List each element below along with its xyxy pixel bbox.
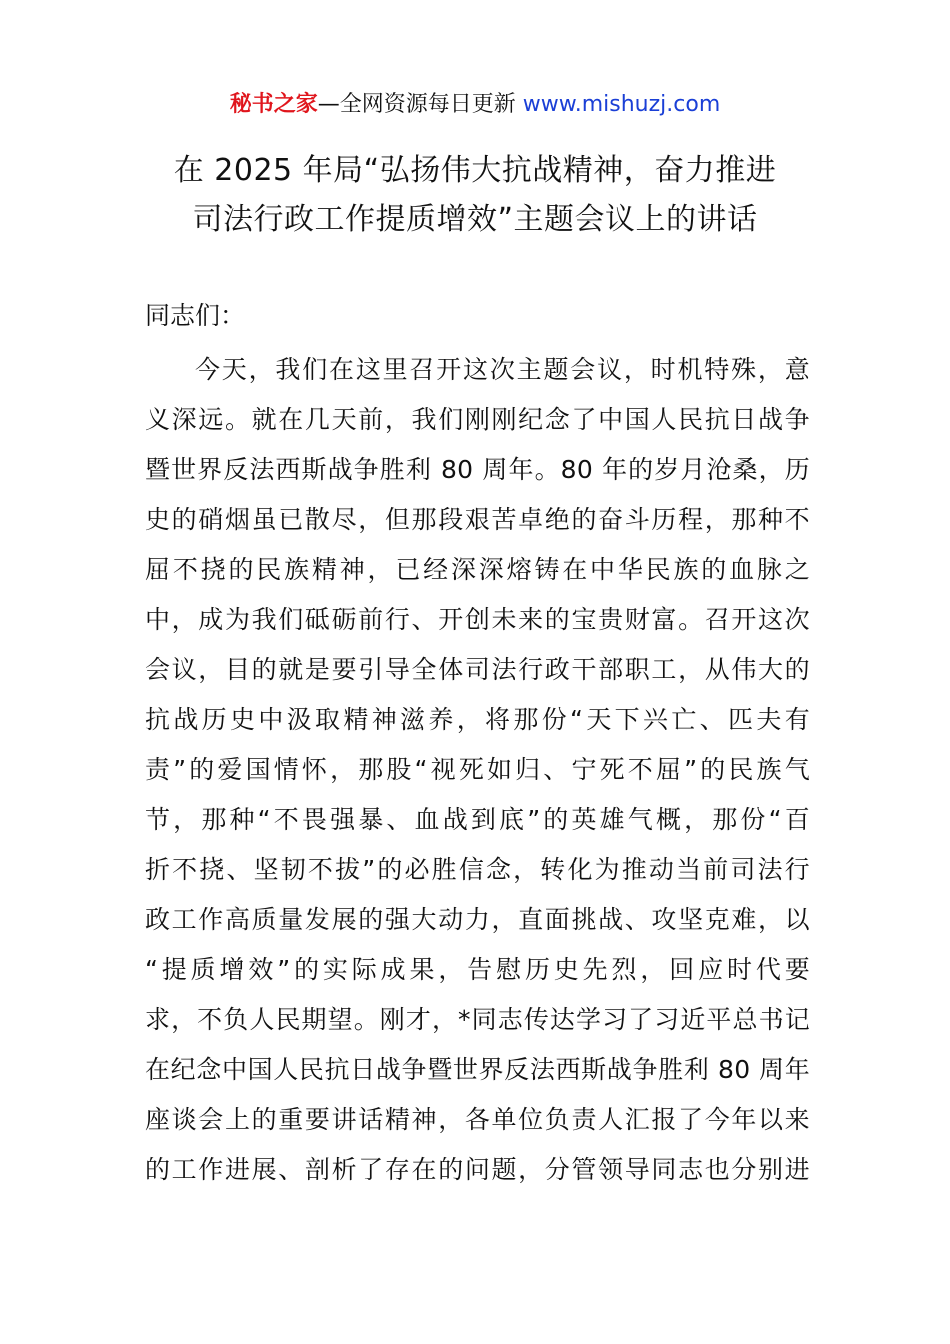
body-line: 史的硝烟虽已散尽，但那段艰苦卓绝的奋斗历程，那种不	[145, 505, 810, 534]
body-line: 在纪念中国人民抗日战争暨世界反法西斯战争胜利 80 周年	[145, 1055, 810, 1084]
body-line: 中，成为我们砥砺前行、开创未来的宝贵财富。召开这次	[145, 605, 810, 634]
body-line: 责”的爱国情怀，那股“视死如归、宁死不屈”的民族气	[145, 755, 810, 784]
header-tagline: —全网资源每日更新	[317, 92, 516, 117]
brand-name: 秘书之家	[229, 92, 318, 117]
title-line-1: 在 2025 年局“弘扬伟大抗战精神，奋力推进	[173, 153, 777, 188]
body-line: 政工作高质量发展的强大动力，直面挑战、攻坚克难，以	[145, 905, 810, 934]
body-line: 抗战历史中汲取精神滋养，将那份“天下兴亡、匹夫有	[145, 705, 810, 734]
speech-body	[145, 345, 810, 1195]
site-header	[0, 88, 950, 122]
body-line: 今天，我们在这里召开这次主题会议，时机特殊，意	[195, 355, 810, 384]
body-line: 折不挠、坚韧不拔”的必胜信念，转化为推动当前司法行	[145, 855, 810, 884]
body-line: 屈不挠的民族精神，已经深深熔铸在中华民族的血脉之	[145, 555, 810, 584]
salutation: 同志们：	[145, 301, 246, 330]
body-line: 座谈会上的重要讲话精神，各单位负责人汇报了今年以来	[145, 1105, 810, 1134]
body-line: 义深远。就在几天前，我们刚刚纪念了中国人民抗日战争	[145, 405, 810, 434]
body-line: 的工作进展、剖析了存在的问题，分管领导同志也分别进	[145, 1155, 810, 1184]
body-line: 节，那种“不畏强暴、血战到底”的英雄气概，那份“百	[145, 805, 810, 834]
body-line: 会议，目的就是要引导全体司法行政干部职工，从伟大的	[145, 655, 810, 684]
body-line: 暨世界反法西斯战争胜利 80 周年。80 年的岁月沧桑，历	[145, 455, 810, 484]
body-line: 求，不负人民期望。刚才，*同志传达学习了习近平总书记	[145, 1005, 810, 1034]
body-line: “提质增效”的实际成果，告慰历史先烈，回应时代要	[145, 955, 810, 984]
document-title	[95, 146, 855, 244]
site-url-link[interactable]: www.mishuzj.com	[522, 92, 721, 117]
title-line-2: 司法行政工作提质增效”主题会议上的讲话	[192, 202, 758, 237]
